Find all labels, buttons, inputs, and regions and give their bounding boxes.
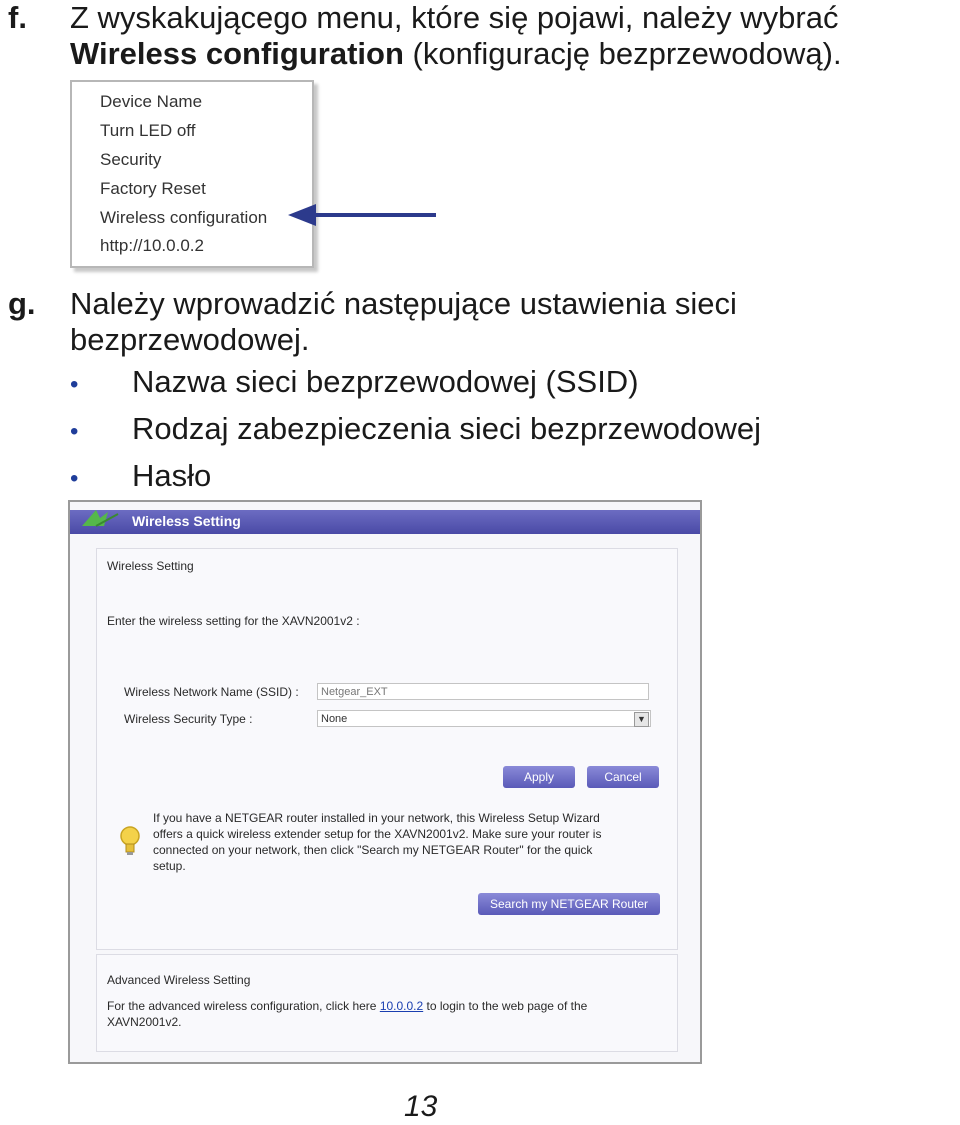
- menu-item-device-name: Device Name: [100, 92, 203, 111]
- tip-line: connected on your network, then click "Search my NETGEAR Router" for the quick: [153, 843, 593, 857]
- bullet-icon: •: [70, 465, 79, 492]
- step-f-text: Z wyskakującego menu, które się pojawi, należy wybrać: [70, 0, 839, 35]
- step-f-rest: (konfigurację bezprzewodową).: [403, 36, 842, 71]
- wireless-setting-panel: [96, 548, 678, 950]
- security-type-value: None: [321, 713, 348, 725]
- lightbulb-icon: [119, 825, 141, 859]
- advanced-setting-panel: [96, 954, 678, 1052]
- advanced-text-after: to login to the web page of the: [423, 999, 588, 1013]
- menu-item-wireless-configuration: Wireless configuration: [100, 208, 268, 227]
- advanced-text-line2: XAVN2001v2.: [107, 1015, 182, 1029]
- context-menu-screenshot: [70, 80, 314, 268]
- menu-item-turn-led-off: Turn LED off: [100, 121, 196, 140]
- bullet-icon: •: [70, 418, 79, 445]
- apply-button[interactable]: Apply: [503, 766, 575, 788]
- security-type-select[interactable]: [317, 710, 651, 727]
- step-f-line2: [70, 36, 842, 72]
- step-g-text: Należy wprowadzić następujące ustawienia sieci: [70, 286, 737, 321]
- bullet-text: Hasło: [132, 458, 212, 493]
- bullet-text: Nazwa sieci bezprzewodowej (SSID): [132, 364, 639, 399]
- section-title: Wireless Setting: [107, 559, 194, 573]
- bullet-icon: •: [70, 371, 79, 398]
- advanced-title: Advanced Wireless Setting: [107, 973, 251, 987]
- cancel-button[interactable]: Cancel: [587, 766, 659, 788]
- tip-line: If you have a NETGEAR router installed in your network, this Wireless Setup Wizard: [153, 811, 600, 825]
- bullet-item: [70, 458, 212, 497]
- wireless-setting-screenshot: [68, 500, 702, 1064]
- ssid-label: Wireless Network Name (SSID) :: [124, 685, 299, 699]
- step-g-marker: g.: [8, 286, 36, 321]
- bullet-text: Rodzaj zabezpieczenia sieci bezprzewodowej: [132, 411, 761, 446]
- bullet-item: [70, 364, 639, 403]
- tip-line: offers a quick wireless extender setup for the XAVN2001v2. Make sure your router is: [153, 827, 602, 841]
- page-number: 13: [404, 1090, 438, 1123]
- wireless-title-bar: [70, 510, 700, 534]
- tip-line: setup.: [153, 859, 186, 873]
- step-g-line2: bezprzewodowej.: [70, 322, 310, 357]
- pointer-arrow-icon: [288, 200, 438, 230]
- netgear-leaf-icon: [78, 504, 128, 534]
- advanced-config-link[interactable]: 10.0.0.2: [379, 999, 424, 1013]
- menu-item-security: Security: [100, 150, 162, 169]
- bullet-item: [70, 411, 761, 450]
- search-netgear-router-button[interactable]: Search my NETGEAR Router: [478, 893, 660, 915]
- ssid-input[interactable]: [317, 683, 649, 700]
- instruction-text: Enter the wireless setting for the XAVN2001v2 :: [107, 614, 360, 628]
- ssid-value: Netgear_EXT: [321, 686, 388, 698]
- menu-item-ip-address: http://10.0.0.2: [100, 236, 204, 255]
- step-g-line1: [8, 286, 737, 322]
- step-f-bold-term: Wireless configuration: [70, 36, 404, 71]
- step-f-line1: [8, 0, 839, 36]
- advanced-text: [107, 999, 587, 1013]
- wireless-title: Wireless Setting: [132, 513, 241, 529]
- menu-item-factory-reset: Factory Reset: [100, 179, 206, 198]
- advanced-text-before: For the advanced wireless configuration, click here: [107, 999, 380, 1013]
- security-type-label: Wireless Security Type :: [124, 712, 253, 726]
- chevron-down-icon[interactable]: ▼: [634, 712, 649, 727]
- step-f-marker: f.: [8, 0, 27, 35]
